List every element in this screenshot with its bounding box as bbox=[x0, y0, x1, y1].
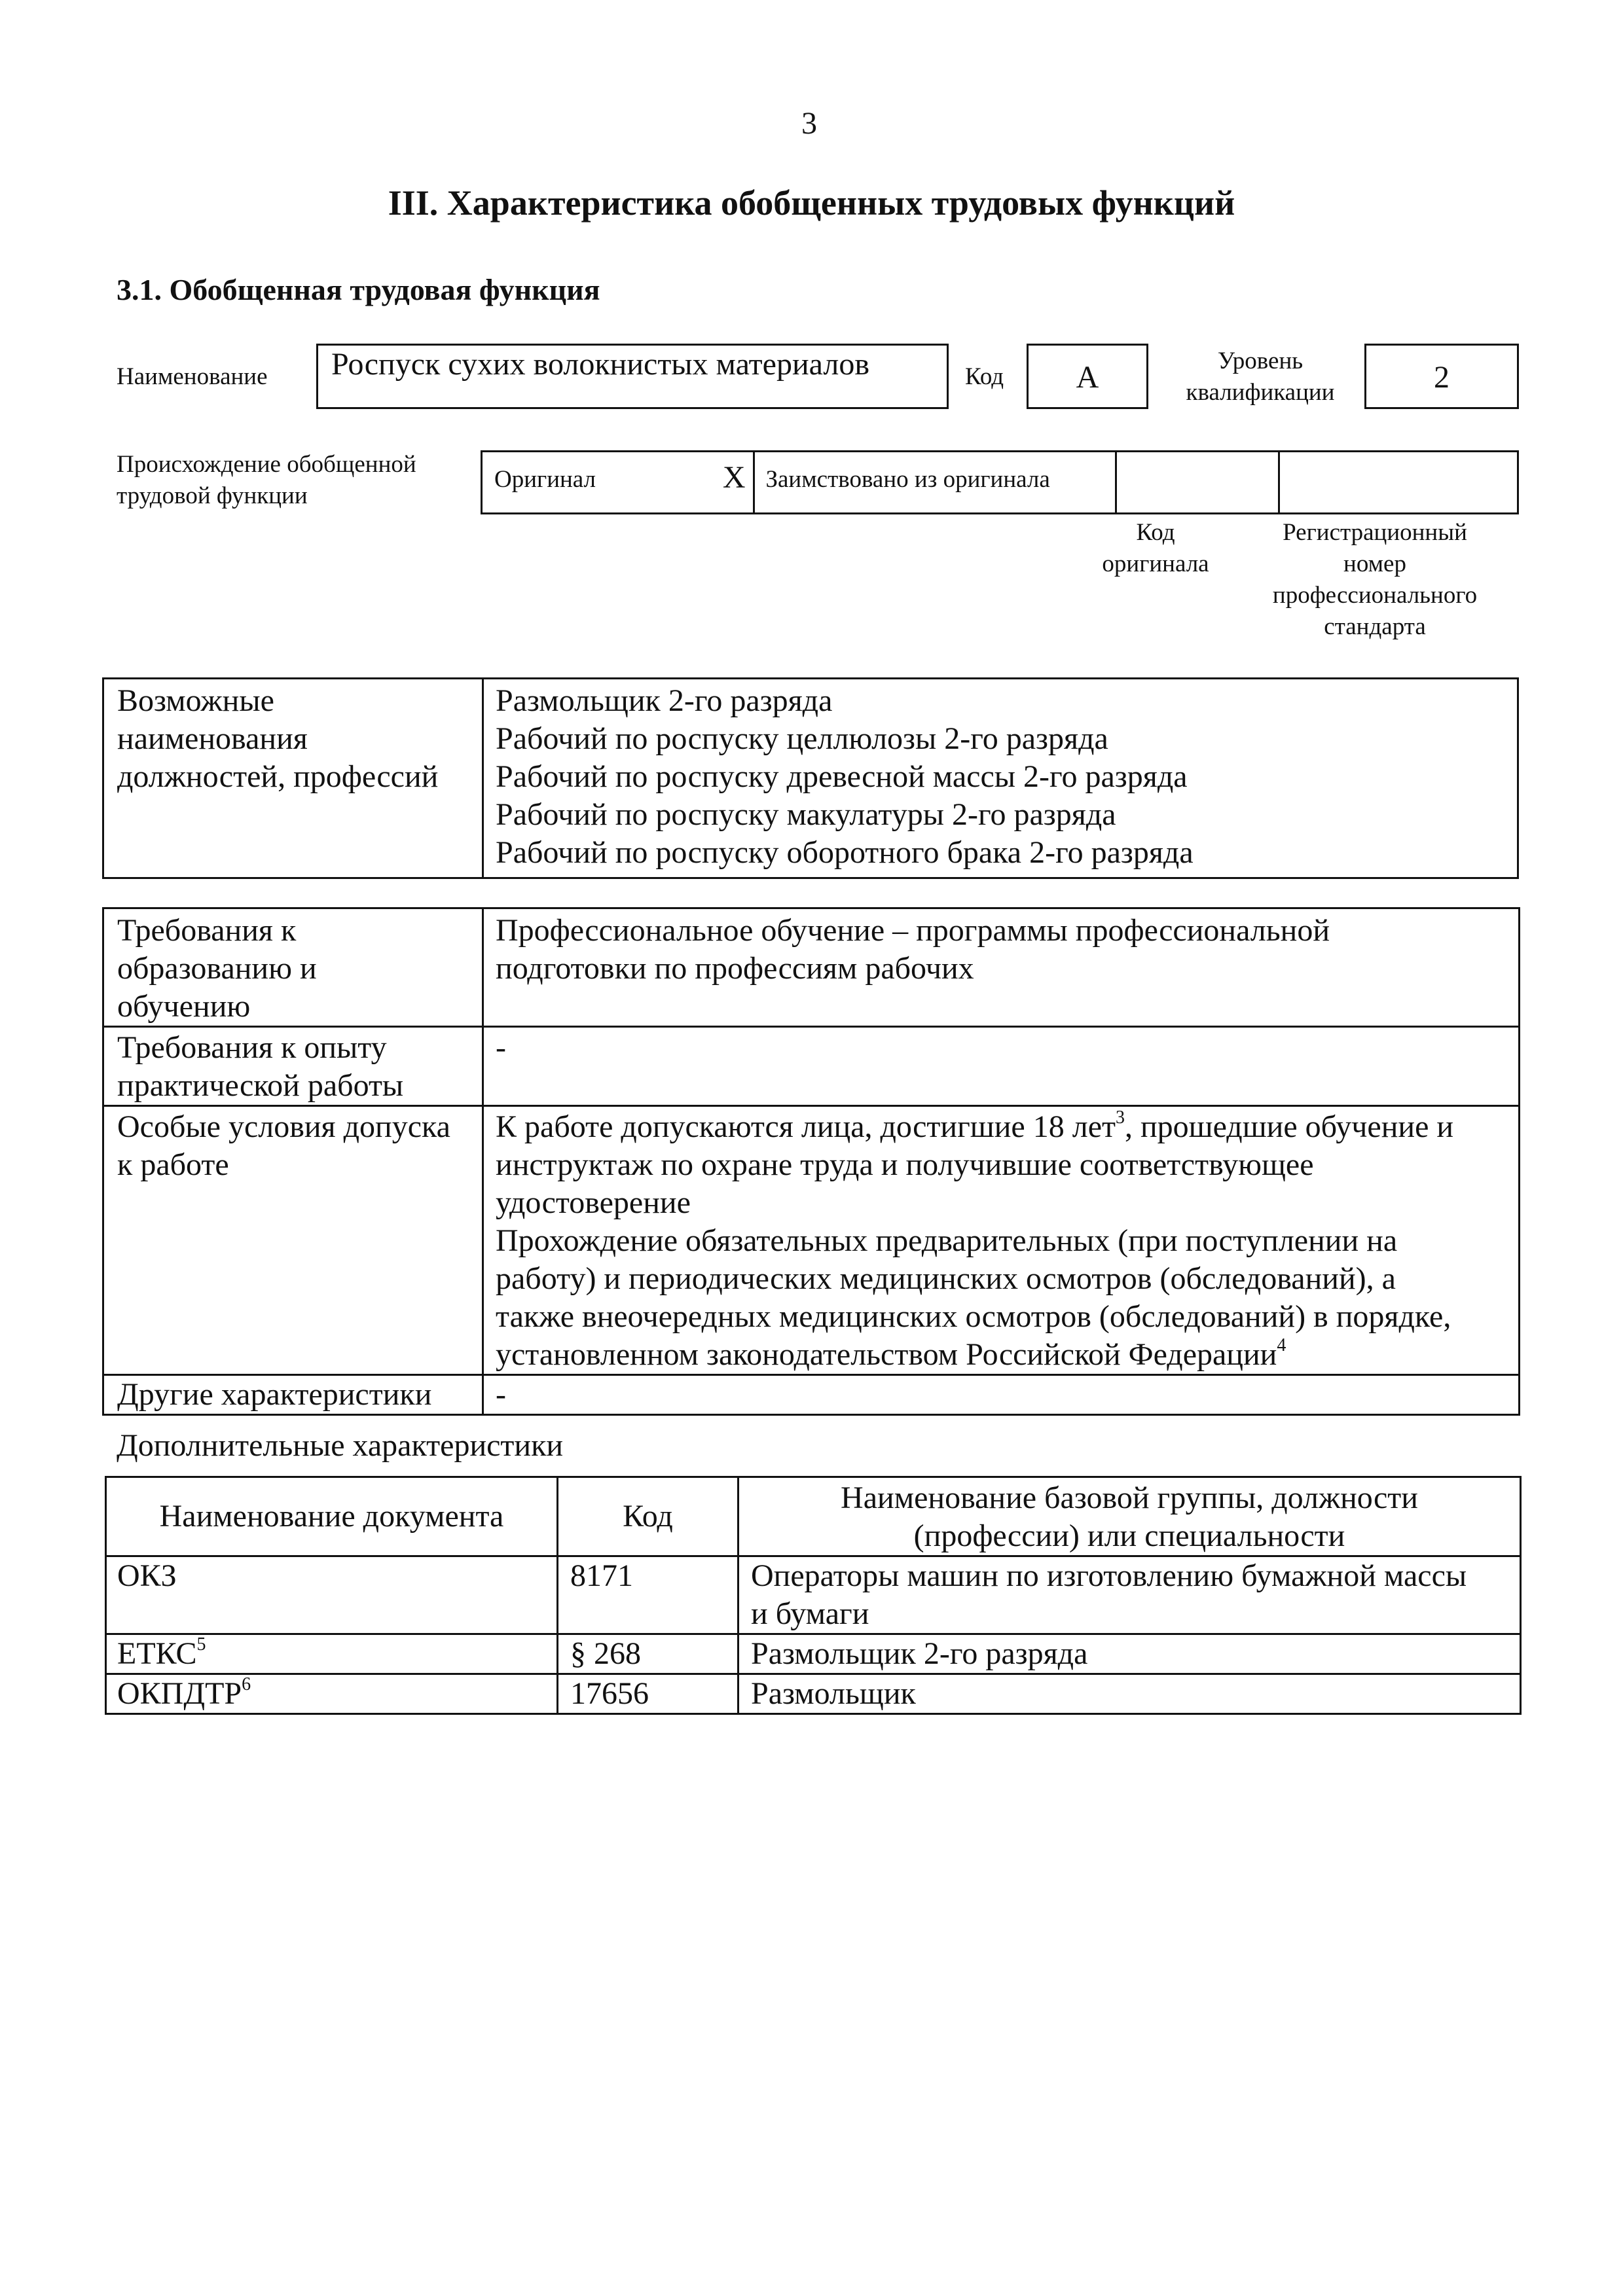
footnote-ref: 4 bbox=[1277, 1335, 1286, 1355]
admission-text: К работе допускаются лица, достигшие 18 лет bbox=[496, 1109, 1116, 1144]
function-code-box bbox=[1027, 344, 1148, 409]
experience-label-line: практической работы bbox=[117, 1068, 404, 1103]
admission-value-cell bbox=[483, 1106, 1520, 1375]
table-row bbox=[106, 1674, 1521, 1714]
footnote-ref: 3 bbox=[1115, 1107, 1125, 1128]
code-cell bbox=[558, 1634, 739, 1674]
additional-title: Дополнительные характеристики bbox=[117, 1428, 564, 1463]
position-item: Рабочий по роспуску макулатуры 2-го разряда bbox=[496, 797, 1116, 832]
function-name-box bbox=[316, 344, 949, 409]
origin-original-cell bbox=[482, 452, 716, 514]
origin-original-mark-cell bbox=[715, 452, 754, 514]
admission-line: инструктаж по охране труда и получившие соответствующее bbox=[496, 1147, 1314, 1182]
other-label-cell bbox=[103, 1375, 483, 1415]
position-item: Рабочий по роспуску оборотного брака 2-го разряда bbox=[496, 835, 1194, 870]
education-label-line: образованию и bbox=[117, 951, 317, 986]
footnote-ref: 6 bbox=[242, 1674, 251, 1695]
positions-label-line: наименования bbox=[117, 721, 308, 756]
doc-name: ЕТКС bbox=[117, 1636, 197, 1671]
origin-borrowed-label: Заимствовано из оригинала bbox=[765, 466, 1050, 493]
origin-reg-cell bbox=[1279, 452, 1518, 514]
code-value: § 268 bbox=[570, 1636, 641, 1671]
origin-code-cell bbox=[1116, 452, 1279, 514]
experience-label-cell bbox=[103, 1027, 483, 1106]
position-item: Рабочий по роспуску древесной массы 2-го разряда bbox=[496, 759, 1188, 794]
name-cell bbox=[739, 1674, 1521, 1714]
admission-line: удостоверение bbox=[496, 1185, 691, 1220]
admission-line: Прохождение обязательных предварительных (при поступлении на bbox=[496, 1223, 1398, 1258]
name-label: Наименование bbox=[117, 363, 268, 390]
doc-cell bbox=[106, 1634, 558, 1674]
header-name-line: (профессии) или специальности bbox=[913, 1518, 1345, 1553]
name-line: Операторы машин по изготовлению бумажной массы bbox=[751, 1558, 1467, 1593]
header-doc: Наименование документа bbox=[159, 1499, 504, 1534]
level-box bbox=[1364, 344, 1519, 409]
admission-line bbox=[496, 1108, 1506, 1146]
additional-table bbox=[105, 1476, 1522, 1715]
education-label-cell bbox=[103, 908, 483, 1027]
admission-label-cell bbox=[103, 1106, 483, 1375]
education-value-cell bbox=[483, 908, 1520, 1027]
header-code-cell bbox=[558, 1477, 739, 1556]
admission-line: работу) и периодических медицинских осмотров (обследований), а bbox=[496, 1261, 1396, 1296]
code-value: 8171 bbox=[570, 1558, 633, 1593]
education-label-line: Требования к bbox=[117, 913, 297, 948]
admission-line: также внеочередных медицинских осмотров (обследований) в порядке, bbox=[496, 1299, 1451, 1334]
name-line: Размольщик bbox=[751, 1676, 916, 1711]
origin-borrowed-cell bbox=[754, 452, 1116, 514]
education-value-line: Профессиональное обучение – программы профессиональной bbox=[496, 913, 1330, 948]
position-item: Размольщик 2-го разряда bbox=[496, 683, 833, 718]
other-label: Другие характеристики bbox=[117, 1377, 432, 1412]
requirements-table bbox=[102, 907, 1520, 1416]
origin-table bbox=[481, 450, 1519, 514]
code-cell bbox=[558, 1556, 739, 1634]
caption-line: Регистрационный bbox=[1283, 519, 1467, 546]
level-label-line: квалификации bbox=[1186, 379, 1335, 406]
other-value: - bbox=[496, 1377, 506, 1412]
level-value: 2 bbox=[1434, 360, 1450, 395]
level-label bbox=[1172, 346, 1349, 408]
header-code: Код bbox=[623, 1499, 673, 1534]
experience-label-line: Требования к опыту bbox=[117, 1030, 387, 1065]
level-label-line: Уровень bbox=[1217, 348, 1304, 374]
admission-text: , прошедшие обучение и bbox=[1124, 1109, 1454, 1144]
admission-label-line: Особые условия допуска bbox=[117, 1109, 450, 1144]
experience-value: - bbox=[496, 1030, 506, 1065]
education-value-line: подготовки по профессиям рабочих bbox=[496, 951, 974, 986]
code-label: Код bbox=[965, 363, 1004, 390]
header-name-line: Наименование базовой группы, должности bbox=[841, 1480, 1418, 1515]
header-doc-cell bbox=[106, 1477, 558, 1556]
experience-value-cell bbox=[483, 1027, 1520, 1106]
doc-cell bbox=[106, 1556, 558, 1634]
admission-line bbox=[496, 1336, 1506, 1374]
code-value: 17656 bbox=[570, 1676, 649, 1711]
origin-original-label: Оригинал bbox=[494, 466, 596, 493]
positions-list-cell bbox=[483, 679, 1518, 878]
origin-label-line: Происхождение обобщенной bbox=[117, 451, 416, 478]
function-code-value: А bbox=[1076, 360, 1099, 395]
code-original-caption bbox=[1074, 517, 1237, 580]
name-line: и бумаги bbox=[751, 1596, 869, 1631]
table-row bbox=[106, 1556, 1521, 1634]
subsection-title: 3.1. Обобщенная трудовая функция bbox=[117, 273, 600, 306]
caption-line: оригинала bbox=[1102, 550, 1209, 577]
section-title: III. Характеристика обобщенных трудовых функций bbox=[388, 183, 1235, 223]
positions-label-line: должностей, профессий bbox=[117, 759, 439, 794]
name-cell bbox=[739, 1556, 1521, 1634]
doc-name: ОКПДТР bbox=[117, 1676, 242, 1711]
original-mark: X bbox=[722, 460, 746, 495]
page-number: 3 bbox=[801, 106, 817, 141]
origin-label-line: трудовой функции bbox=[117, 482, 308, 509]
admission-text: установленном законодательством Российской Федерации bbox=[496, 1337, 1277, 1372]
positions-label-line: Возможные bbox=[117, 683, 274, 718]
caption-line: профессионального bbox=[1272, 582, 1478, 609]
footnote-ref: 5 bbox=[196, 1634, 206, 1655]
positions-label-cell bbox=[103, 679, 483, 878]
other-value-cell bbox=[483, 1375, 1520, 1415]
doc-cell bbox=[106, 1674, 558, 1714]
positions-table bbox=[102, 677, 1519, 879]
caption-line: номер bbox=[1343, 550, 1406, 577]
caption-line: стандарта bbox=[1324, 613, 1426, 640]
name-line: Размольщик 2-го разряда bbox=[751, 1636, 1088, 1671]
admission-label-line: к работе bbox=[117, 1147, 229, 1182]
name-cell bbox=[739, 1634, 1521, 1674]
code-cell bbox=[558, 1674, 739, 1714]
education-label-line: обучению bbox=[117, 989, 251, 1024]
caption-line: Код bbox=[1136, 519, 1175, 546]
function-name-value: Роспуск сухих волокнистых материалов bbox=[331, 347, 869, 382]
origin-label bbox=[117, 449, 416, 512]
reg-number-caption bbox=[1237, 517, 1512, 643]
doc-name: ОКЗ bbox=[117, 1558, 177, 1593]
table-row bbox=[106, 1634, 1521, 1674]
header-name-cell bbox=[739, 1477, 1521, 1556]
position-item: Рабочий по роспуску целлюлозы 2-го разряда bbox=[496, 721, 1108, 756]
